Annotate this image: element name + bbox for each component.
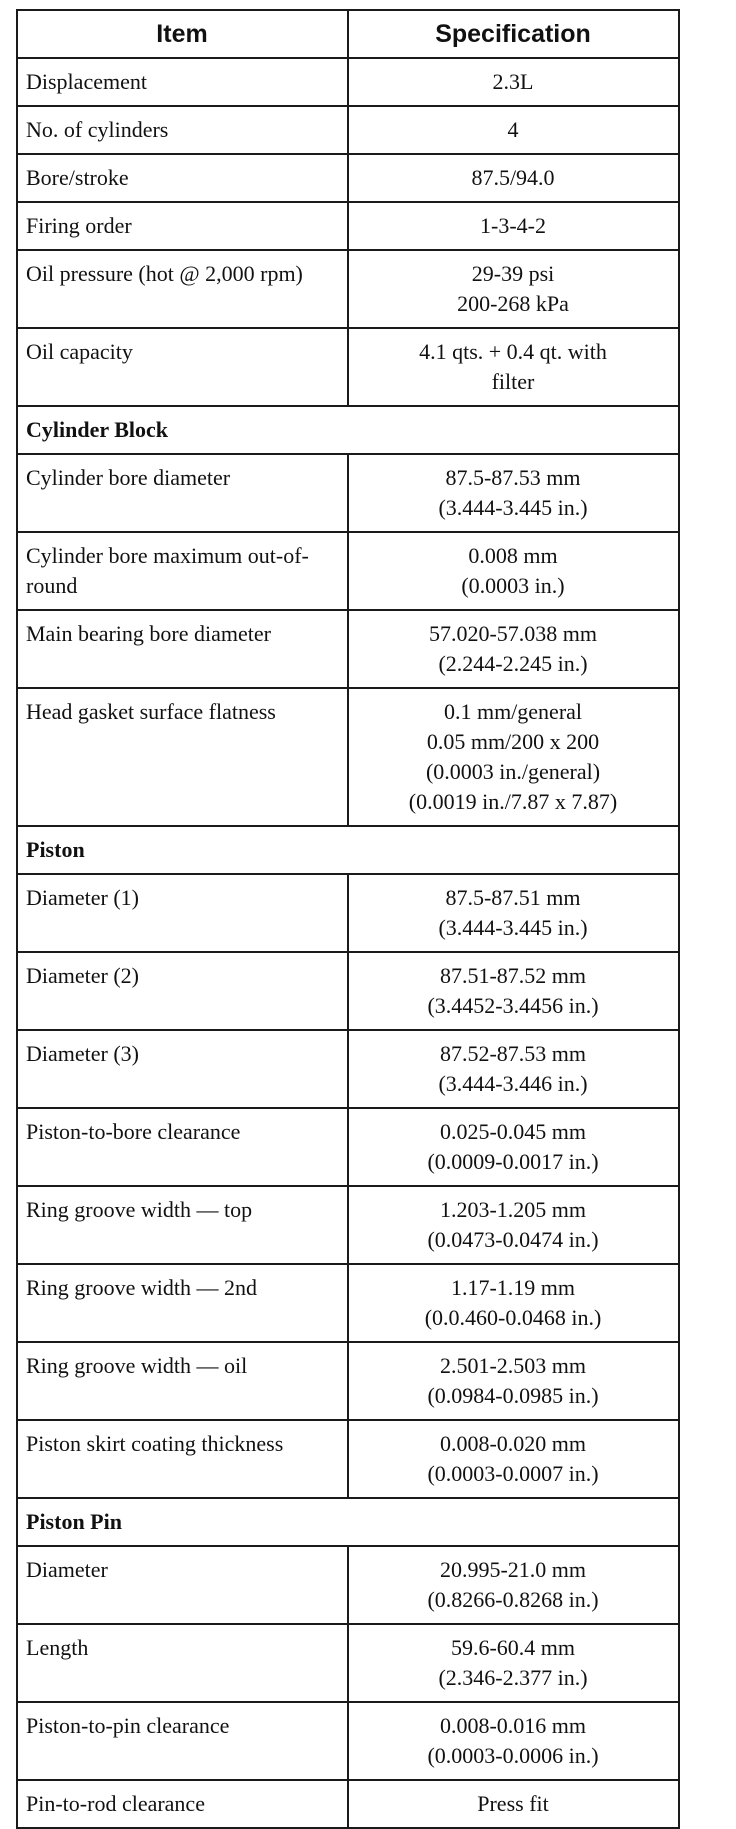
table-row bbox=[17, 328, 679, 406]
table-row bbox=[17, 1780, 679, 1828]
table-row bbox=[17, 874, 679, 952]
item-cell: No. of cylinders bbox=[17, 106, 348, 154]
item-cell: Cylinder bore diameter bbox=[17, 454, 348, 532]
table-row bbox=[17, 250, 679, 328]
specification-cell: 1.203-1.205 mm (0.0473-0.0474 in.) bbox=[348, 1186, 679, 1264]
section-heading: Piston Pin bbox=[17, 1498, 679, 1546]
specification-cell: 0.008-0.020 mm (0.0003-0.0007 in.) bbox=[348, 1420, 679, 1498]
specification-cell: 4 bbox=[348, 106, 679, 154]
specification-cell: 0.008-0.016 mm (0.0003-0.0006 in.) bbox=[348, 1702, 679, 1780]
table-row bbox=[17, 1342, 679, 1420]
specification-cell: 0.025-0.045 mm (0.0009-0.0017 in.) bbox=[348, 1108, 679, 1186]
table-row bbox=[17, 1186, 679, 1264]
item-cell: Length bbox=[17, 1624, 348, 1702]
table-row bbox=[17, 1702, 679, 1780]
table-row bbox=[17, 1420, 679, 1498]
table-row bbox=[17, 532, 679, 610]
specification-cell: 87.51-87.52 mm (3.4452-3.4456 in.) bbox=[348, 952, 679, 1030]
specification-cell: 2.501-2.503 mm (0.0984-0.0985 in.) bbox=[348, 1342, 679, 1420]
specification-cell: 0.1 mm/general 0.05 mm/200 x 200 (0.0003 in./general) (0.0019 in./7.87 x 7.87) bbox=[348, 688, 679, 826]
item-cell: Pin-to-rod clearance bbox=[17, 1780, 348, 1828]
item-cell: Ring groove width — 2nd bbox=[17, 1264, 348, 1342]
item-cell: Diameter (1) bbox=[17, 874, 348, 952]
item-cell: Cylinder bore maximum out-of-round bbox=[17, 532, 348, 610]
specification-cell: 87.5-87.51 mm (3.444-3.445 in.) bbox=[348, 874, 679, 952]
specification-cell: 2.3L bbox=[348, 58, 679, 106]
header-row bbox=[17, 10, 679, 58]
item-cell: Displacement bbox=[17, 58, 348, 106]
item-cell: Oil capacity bbox=[17, 328, 348, 406]
table-row bbox=[17, 58, 679, 106]
table-row bbox=[17, 154, 679, 202]
header-specification: Specification bbox=[348, 10, 679, 58]
item-cell: Firing order bbox=[17, 202, 348, 250]
specification-cell: 0.008 mm (0.0003 in.) bbox=[348, 532, 679, 610]
specification-cell: 20.995-21.0 mm (0.8266-0.8268 in.) bbox=[348, 1546, 679, 1624]
item-cell: Piston skirt coating thickness bbox=[17, 1420, 348, 1498]
table-row bbox=[17, 1030, 679, 1108]
item-cell: Piston-to-pin clearance bbox=[17, 1702, 348, 1780]
item-cell: Piston-to-bore clearance bbox=[17, 1108, 348, 1186]
table-row bbox=[17, 454, 679, 532]
table-row bbox=[17, 1624, 679, 1702]
table-row bbox=[17, 202, 679, 250]
table-row bbox=[17, 106, 679, 154]
table-row bbox=[17, 952, 679, 1030]
item-cell: Diameter (2) bbox=[17, 952, 348, 1030]
specification-cell: 29-39 psi 200-268 kPa bbox=[348, 250, 679, 328]
header-item: Item bbox=[17, 10, 348, 58]
item-cell: Oil pressure (hot @ 2,000 rpm) bbox=[17, 250, 348, 328]
item-cell: Ring groove width — top bbox=[17, 1186, 348, 1264]
section-row bbox=[17, 826, 679, 874]
specification-cell: Press fit bbox=[348, 1780, 679, 1828]
specification-cell: 59.6-60.4 mm (2.346-2.377 in.) bbox=[348, 1624, 679, 1702]
specification-cell: 87.5/94.0 bbox=[348, 154, 679, 202]
item-cell: Bore/stroke bbox=[17, 154, 348, 202]
specification-cell: 87.52-87.53 mm (3.444-3.446 in.) bbox=[348, 1030, 679, 1108]
table-row bbox=[17, 1264, 679, 1342]
table-row bbox=[17, 688, 679, 826]
table-row bbox=[17, 1546, 679, 1624]
specification-cell: 87.5-87.53 mm (3.444-3.445 in.) bbox=[348, 454, 679, 532]
section-row bbox=[17, 1498, 679, 1546]
section-heading: Cylinder Block bbox=[17, 406, 679, 454]
item-cell: Ring groove width — oil bbox=[17, 1342, 348, 1420]
item-cell: Diameter (3) bbox=[17, 1030, 348, 1108]
item-cell: Diameter bbox=[17, 1546, 348, 1624]
specification-cell: 57.020-57.038 mm (2.244-2.245 in.) bbox=[348, 610, 679, 688]
spec-table-body bbox=[17, 58, 679, 1828]
item-cell: Main bearing bore diameter bbox=[17, 610, 348, 688]
table-row bbox=[17, 1108, 679, 1186]
section-row bbox=[17, 406, 679, 454]
table-row bbox=[17, 610, 679, 688]
specification-cell: 1-3-4-2 bbox=[348, 202, 679, 250]
section-heading: Piston bbox=[17, 826, 679, 874]
specification-cell: 1.17-1.19 mm (0.0.460-0.0468 in.) bbox=[348, 1264, 679, 1342]
item-cell: Head gasket surface flatness bbox=[17, 688, 348, 826]
engine-spec-table bbox=[16, 9, 680, 1829]
specification-cell: 4.1 qts. + 0.4 qt. with filter bbox=[348, 328, 679, 406]
